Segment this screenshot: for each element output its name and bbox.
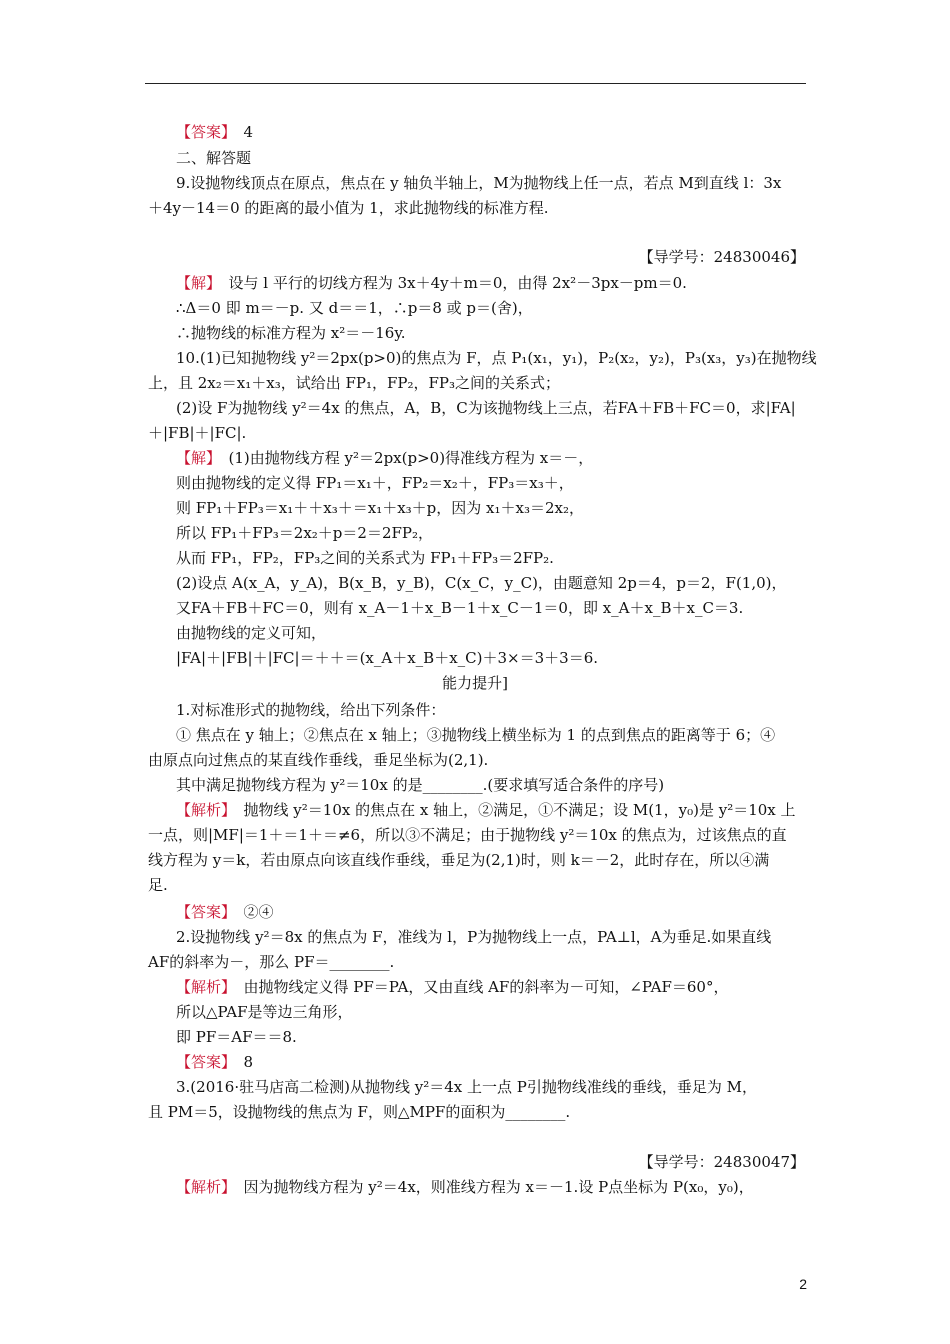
line-text: 其中满足抛物线方程为 y²＝10x 的是________.(要求填写适合条件的序号) <box>176 776 665 794</box>
text-line <box>176 800 796 820</box>
line-text: |FA|＋|FB|＋|FC|＝＋＋＝(x_A＋x_B＋x_C)＋3×＝3＋3＝6. <box>176 649 599 667</box>
line-text: ① 焦点在 y 轴上；②焦点在 x 轴上；③抛物线上横坐标为 1 的点到焦点的距离等于 6；④ <box>176 726 776 744</box>
text-line <box>176 323 406 343</box>
line-text: 1.对标准形式的抛物线，给出下列条件： <box>176 701 446 719</box>
line-text: 2.设抛物线 y²＝8x 的焦点为 F，准线为 l，P为抛物线上一点，PA⊥l，A为垂足.如果直线 <box>176 928 772 946</box>
text-line <box>148 875 168 895</box>
line-text: 足. <box>148 876 168 894</box>
line-text: ∴Δ＝0 即 m＝－p. 又 d＝＝1，∴p＝8 或 p＝(舍)， <box>176 299 533 317</box>
text-line <box>176 623 326 643</box>
text-line <box>176 473 574 493</box>
text-line <box>176 700 445 720</box>
page-number: 2 <box>799 1276 807 1292</box>
line-text: 8 <box>228 1053 254 1071</box>
answer-tag: 【解】 <box>176 449 214 467</box>
line-text: 所以 FP₁＋FP₃＝2x₂＋p＝2＝2FP₂， <box>176 524 434 542</box>
line-text: 一点，则|MF|＝1＋＝1＋＝≠6，所以③不满足；由于抛物线 y²＝10x 的焦点为，过该焦点的直 <box>148 826 787 844</box>
line-text: 【导学号：24830047】 <box>638 1153 805 1171</box>
text-line <box>176 498 584 518</box>
line-text: ＋4y－14＝0 的距离的最小值为 1，求此抛物线的标准方程. <box>148 199 549 217</box>
line-text: ＋|FB|＋|FC|. <box>148 424 247 442</box>
text-line <box>176 927 771 947</box>
text-line <box>176 298 533 318</box>
line-text: 所以△PAF是等边三角形， <box>176 1003 353 1021</box>
line-text: 即 PF＝AF＝＝8. <box>176 1028 297 1046</box>
answer-tag: 【解析】 <box>176 978 229 996</box>
line-text: 10.(1)已知抛物线 y²＝2px(p>0)的焦点为 F，点 P₁(x₁，y₁)，P₂(x₂，y₂)，P₃(x₃，y₃)在抛物线 <box>176 349 817 367</box>
text-line <box>148 952 394 972</box>
text-line <box>639 1152 805 1172</box>
text-line <box>176 1177 754 1197</box>
line-text: 9.设抛物线顶点在原点，焦点在 y 轴负半轴上，M为抛物线上任一点，若点 M到直线 l：3x <box>176 174 782 192</box>
line-text: 4 <box>228 123 254 141</box>
header-rule <box>145 83 806 84</box>
line-text: 则由抛物线的定义得 FP₁＝x₁＋，FP₂＝x₂＋，FP₃＝x₃＋， <box>176 474 574 492</box>
line-text: 上，且 2x₂＝x₁＋x₃，试给出 FP₁，FP₂，FP₃之间的关系式； <box>148 374 561 392</box>
text-line <box>176 173 781 193</box>
text-line <box>176 1027 297 1047</box>
text-line <box>0 673 950 693</box>
text-line <box>176 573 787 593</box>
text-line <box>148 850 769 870</box>
line-text: 由原点向过焦点的某直线作垂线，垂足坐标为(2,1). <box>148 751 489 769</box>
text-line <box>148 423 246 443</box>
text-line <box>176 1077 757 1097</box>
line-text: 由抛物线的定义可知， <box>176 624 327 642</box>
answer-tag: 【解】 <box>176 274 214 292</box>
line-text: (2)设点 A(x_A，y_A)，B(x_B，y_B)，C(x_C，y_C)，由题意知 2p＝4，p＝2，F(1,0)， <box>176 574 787 592</box>
text-line <box>148 198 549 218</box>
text-line <box>176 548 554 568</box>
answer-tag: 【答案】 <box>176 123 229 141</box>
text-line <box>176 725 775 745</box>
text-line <box>176 775 664 795</box>
answer-tag: 【解析】 <box>176 1178 229 1196</box>
text-line <box>176 348 817 368</box>
line-text: 又FA＋FB＋FC＝0，则有 x_A－1＋x_B－1＋x_C－1＝0，即 x_A＋x_B＋x_C＝3. <box>176 599 744 617</box>
line-text: ②④ <box>228 903 274 921</box>
text-line <box>176 448 593 468</box>
line-text: 且 PM＝5，设抛物线的焦点为 F，则△MPF的面积为________. <box>148 1103 571 1121</box>
line-text: 【导学号：24830046】 <box>638 248 805 266</box>
line-text: 能力提升] <box>442 674 508 692</box>
text-line <box>176 648 598 668</box>
text-line <box>176 273 687 293</box>
line-text: ∴抛物线的标准方程为 x²＝－16y. <box>176 324 406 342</box>
line-text: AF的斜率为－，那么 PF＝________. <box>148 953 395 971</box>
line-text: (1)由抛物线方程 y²＝2px(p>0)得准线方程为 x＝－， <box>213 449 594 467</box>
text-line <box>176 1052 253 1072</box>
text-line <box>176 977 728 997</box>
text-line <box>176 523 433 543</box>
answer-tag: 【答案】 <box>176 903 229 921</box>
line-text: 3.(2016·驻马店高二检测)从抛物线 y²＝4x 上一点 P引抛物线准线的垂线，垂足为 M， <box>176 1078 757 1096</box>
line-text: 则 FP₁＋FP₃＝x₁＋＋x₃＋＝x₁＋x₃＋p，因为 x₁＋x₃＝2x₂， <box>176 499 585 517</box>
text-line <box>639 247 805 267</box>
line-text: 设与 l 平行的切线方程为 3x＋4y＋m＝0，由得 2x²－3px－pm＝0. <box>213 274 687 292</box>
text-line <box>148 750 488 770</box>
text-line <box>176 598 743 618</box>
answer-tag: 【解析】 <box>176 801 229 819</box>
text-line <box>176 398 796 418</box>
answer-tag: 【答案】 <box>176 1053 229 1071</box>
line-text: 从而 FP₁，FP₂，FP₃之间的关系式为 FP₁＋FP₃＝2FP₂. <box>176 549 554 567</box>
line-text: 由抛物线定义得 PF＝PA，又由直线 AF的斜率为－可知，∠PAF＝60°， <box>228 978 729 996</box>
line-text: (2)设 F为抛物线 y²＝4x 的焦点，A，B，C为该抛物线上三点，若FA＋FB＋FC＝0，求|FA| <box>176 399 796 417</box>
text-line <box>176 1002 353 1022</box>
text-line <box>176 148 251 168</box>
text-line <box>148 1102 570 1122</box>
line-text: 因为抛物线方程为 y²＝4x，则准线方程为 x＝－1.设 P点坐标为 P(x₀，y₀)， <box>228 1178 754 1196</box>
line-text: 抛物线 y²＝10x 的焦点在 x 轴上，②满足，①不满足；设 M(1，y₀)是 y²＝10x 上 <box>228 801 796 819</box>
text-line <box>176 902 274 922</box>
line-text: 线方程为 y＝k，若由原点向该直线作垂线，垂足为(2,1)时，则 k＝－2，此时存在，所以④满 <box>148 851 770 869</box>
line-text: 二、解答题 <box>176 149 252 167</box>
text-line <box>148 825 787 845</box>
text-line <box>148 373 560 393</box>
text-line <box>176 122 253 142</box>
